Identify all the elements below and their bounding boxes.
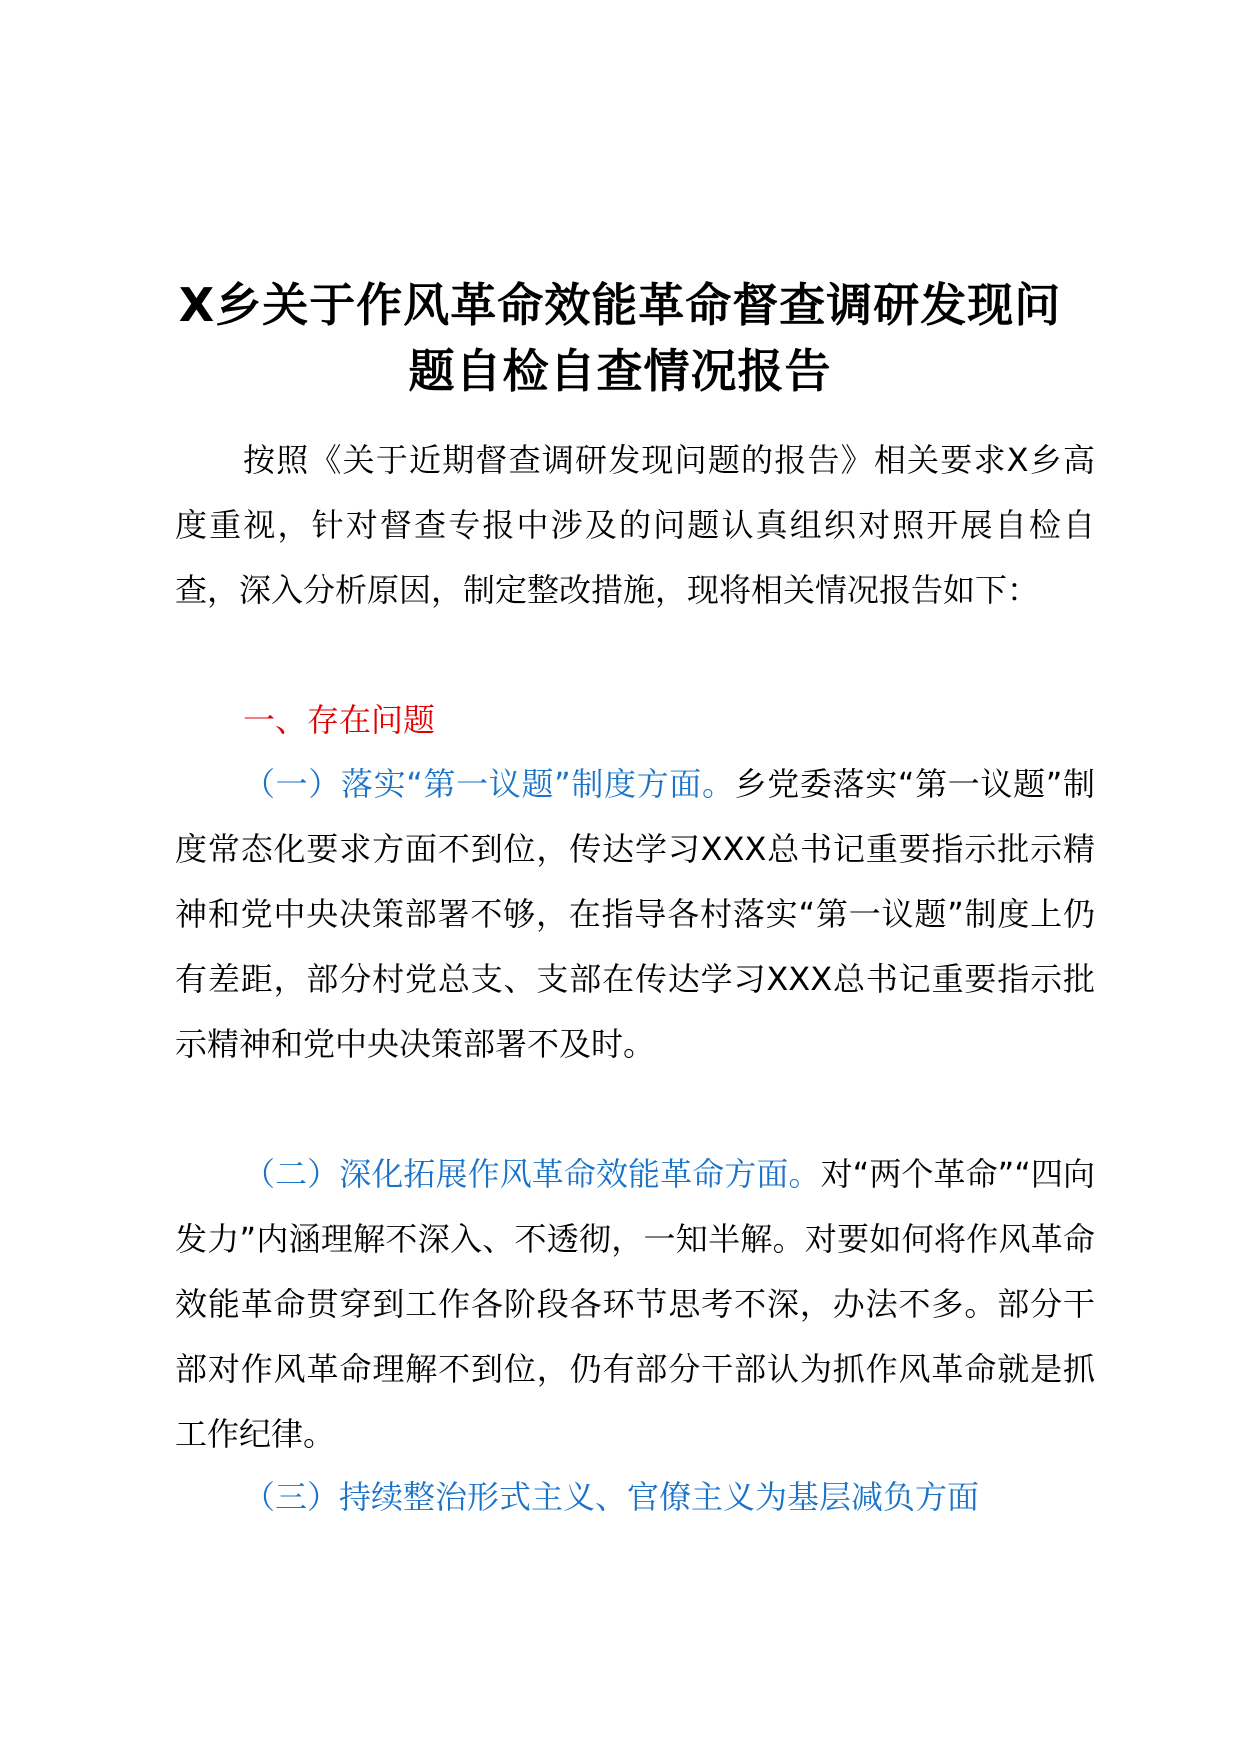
title-line-2: 题自检自查情况报告 [408, 344, 832, 398]
item-2-heading: （二）深化拓展作风革命效能革命方面。 [243, 1155, 821, 1193]
item-1-body: 乡党委落实“第一议题”制度常态化要求方面不到位，传达学习XXX总书记重要指示批示精神和党中央决策部署不够，在指导各村落实“第一议题”制度上仍有差距，部分村党总支、支部在传达学习XXX总书记重要指示批示精神和党中央决策部署不及时。 [175, 765, 1095, 1063]
item-3-heading: （三）持续整治形式主义、官僚主义为基层减负方面 [243, 1478, 980, 1516]
item-1-paragraph [175, 752, 1095, 1077]
item-2-paragraph [175, 1142, 1095, 1467]
item-1-heading: （一）落实“第一议题”制度方面。 [243, 765, 735, 803]
item-3-paragraph [175, 1465, 1095, 1530]
item-2-body: 对“两个革命”“四向发力”内涵理解不深入、不透彻，一知半解。对要如何将作风革命效能革命贯穿到工作各阶段各环节思考不深，办法不多。部分干部对作风革命理解不到位，仍有部分干部认为抓作风革命就是抓工作纪律。 [175, 1155, 1095, 1453]
document-title [150, 272, 1090, 404]
intro-paragraph: 按照《关于近期督查调研发现问题的报告》相关要求X乡高度重视，针对督查专报中涉及的问题认真组织对照开展自检自查，深入分析原因，制定整改措施，现将相关情况报告如下： [175, 441, 1095, 609]
title-line-1: X乡关于作风革命效能革命督查调研发现问 [178, 278, 1062, 332]
section-heading-problems: 一、存在问题 [243, 701, 436, 739]
